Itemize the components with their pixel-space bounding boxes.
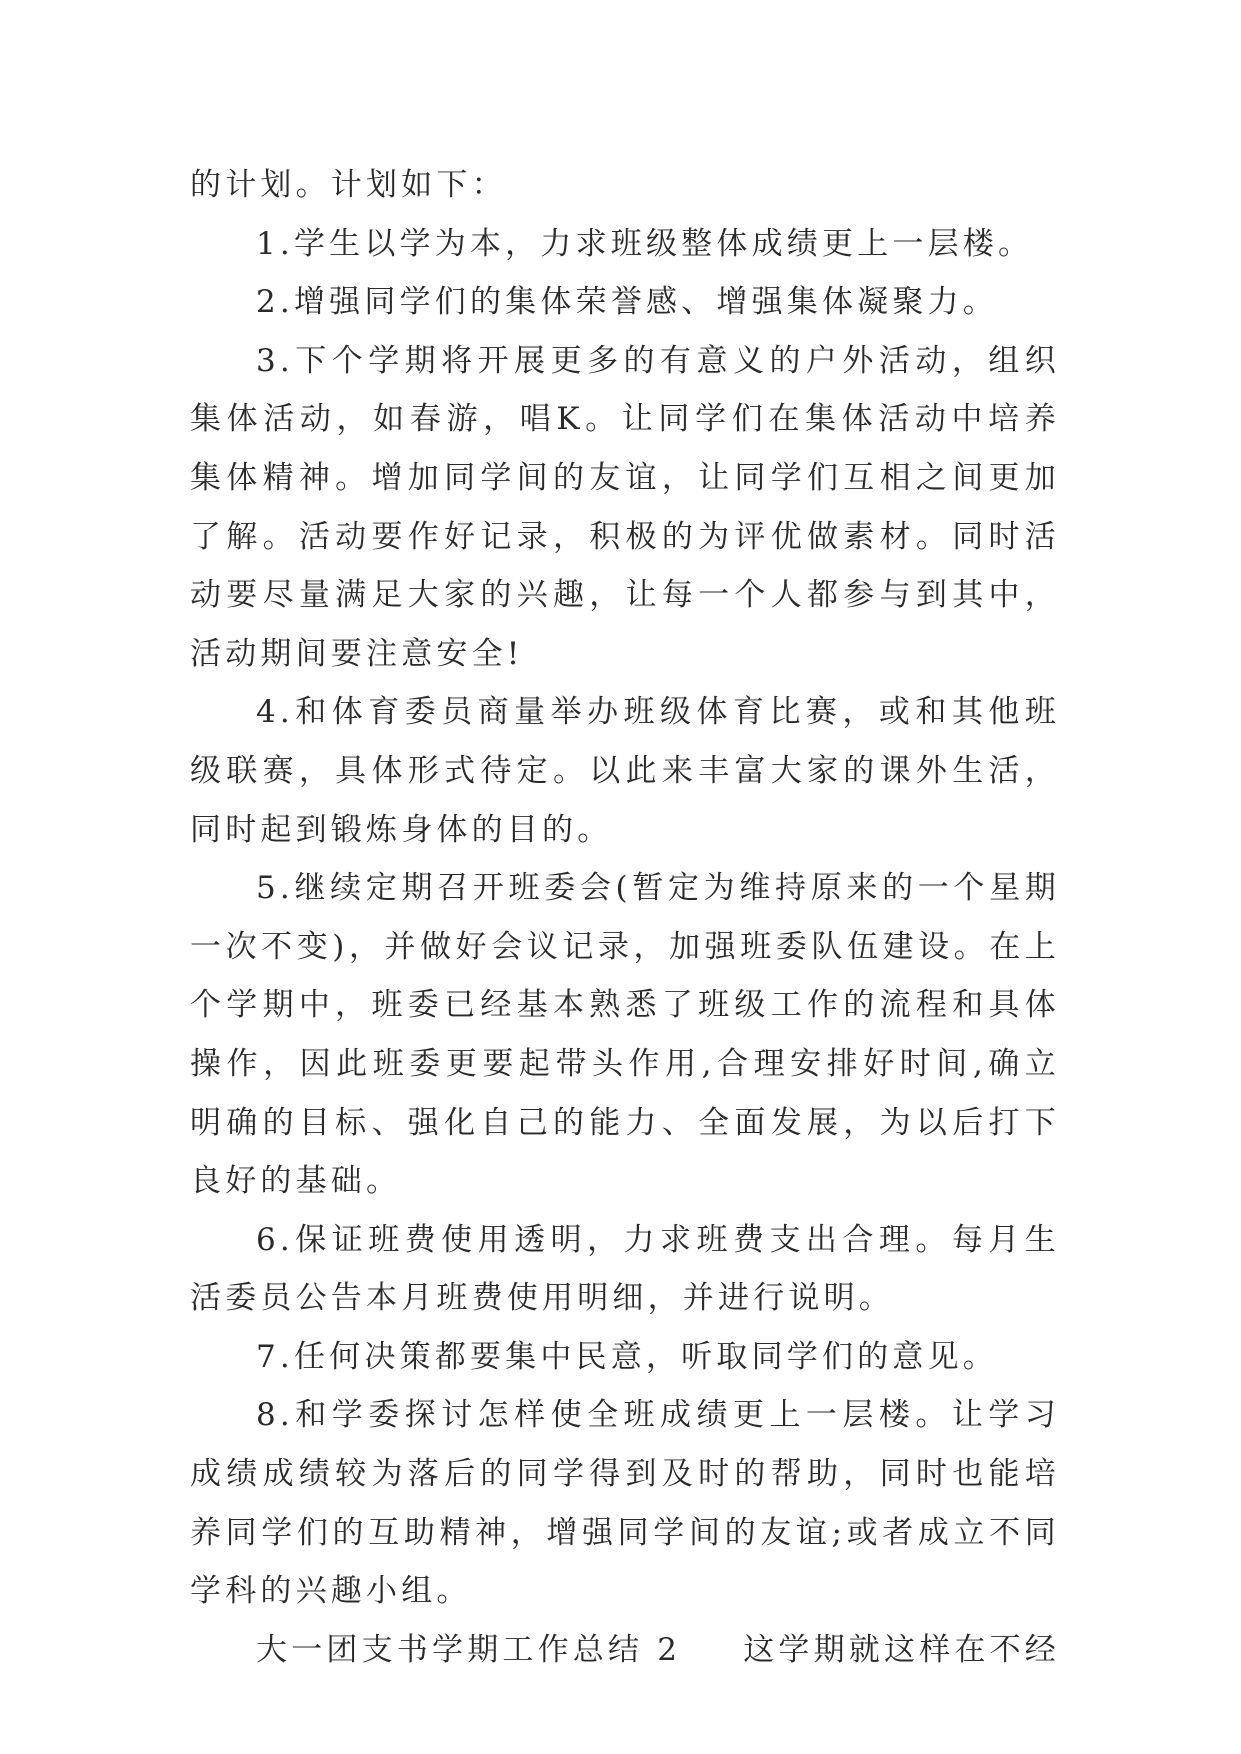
paragraph-item-3: 3.下个学期将开展更多的有意义的户外活动，组织集体活动，如春游，唱K。让同学们在集体活动中培养集体精神。增加同学间的友谊，让同学们互相之间更加了解。活动要作好记录，积极的为评优做素材。同时活动要尽量满足大家的兴趣，让每一个人都参与到其中，活动期间要注意安全! bbox=[190, 342, 1060, 672]
paragraph-item-8: 8.和学委探讨怎样使全班成绩更上一层楼。让学习成绩成绩较为落后的同学得到及时的帮助，同时也能培养同学们的互助精神，增强同学间的友谊;或者成立不同学科的兴趣小组。 bbox=[190, 1397, 1060, 1610]
paragraph-item-5: 5.继续定期召开班委会(暂定为维持原来的一个星期一次不变)，并做好会议记录，加强班委队伍建设。在上个学期中，班委已经基本熟悉了班级工作的流程和具体操作，因此班委更要起带头作用,合理安排好时间,确立明确的目标、强化自己的能力、全面发展，为以后打下良好的基础。 bbox=[190, 870, 1060, 1200]
paragraph-item-4: 4.和体育委员商量举办班级体育比赛，或和其他班级联赛，具体形式待定。以此来丰富大家的课外生活，同时起到锻炼身体的目的。 bbox=[190, 694, 1060, 848]
document-body bbox=[190, 156, 1060, 1679]
paragraph-item-7: 7.任何决策都要集中民意，听取同学们的意见。 bbox=[256, 1338, 998, 1375]
next-section-lead: 这学期就这样在不经 bbox=[743, 1631, 1060, 1668]
next-section-title: 大一团支书学期工作总结 2 bbox=[256, 1631, 682, 1668]
paragraph-item-1: 1.学生以学为本，力求班级整体成绩更上一层楼。 bbox=[256, 225, 1034, 262]
paragraph-item-6: 6.保证班费使用透明，力求班费支出合理。每月生活委员公告本月班费使用明细，并进行说明。 bbox=[190, 1221, 1060, 1317]
paragraph-intro: 的计划。计划如下： bbox=[190, 167, 507, 203]
next-section-line bbox=[190, 1621, 1060, 1680]
paragraph-item-2: 2.增强同学们的集体荣誉感、增强集体凝聚力。 bbox=[256, 284, 998, 321]
